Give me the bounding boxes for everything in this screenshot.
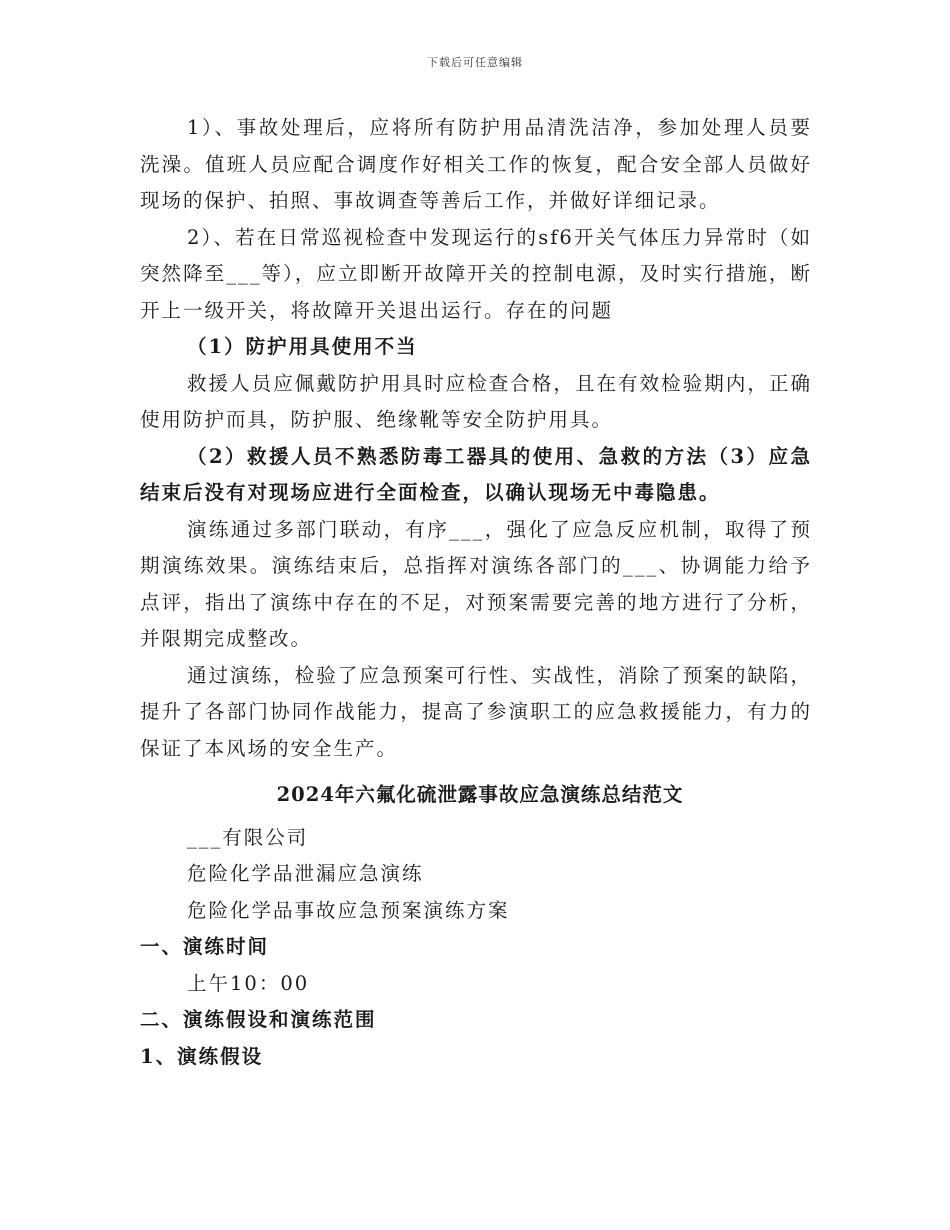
section-heading-scope: 二、演练假设和演练范围 — [140, 1008, 377, 1031]
drill-time-value: 上午10：00 — [187, 971, 310, 995]
document-body — [140, 110, 812, 1075]
paragraph-aftermath: 1）、事故处理后，应将所有防护用品清洗洁净，参加处理人员要洗澡。值班人员应配合调度作好相关工作的恢复，配合安全部人员做好现场的保护、拍照、事故调查等善后工作，并做好详细记录。 — [140, 116, 812, 212]
subsection-heading-assumption: 1、演练假设 — [140, 1044, 264, 1068]
section-heading-time: 一、演练时间 — [140, 935, 270, 958]
page-header-note: 下载后可任意编辑 — [427, 56, 523, 69]
document-title: 2024年六氟化硫泄露事故应急演练总结范文 — [276, 783, 684, 806]
heading-rescue-issues: （2）救援人员不熟悉防毒工器具的使用、急救的方法（3）应急结束后没有对现场应进行全面检查，以确认现场无中毒隐患。 — [140, 444, 812, 504]
drill-name-line: 危险化学品泄漏应急演练 — [187, 862, 424, 885]
paragraph-sf6-pressure: 2）、若在日常巡视检查中发现运行的sf6开关气体压力异常时（如突然降至___等），应立即断开故障开关的控制电源，及时实行措施，断开上一级开关，将故障开关退出运行。存在的问题 — [140, 225, 812, 322]
paragraph-protective-gear: 救援人员应佩戴防护用具时应检查合格，且在有效检验期内，正确使用防护而具，防护服、绝缘靴等安全防护用具。 — [140, 371, 812, 431]
heading-protective-gear: （1）防护用具使用不当 — [187, 335, 418, 358]
paragraph-drill-effect: 演练通过多部门联动，有序___，强化了应急反应机制，取得了预期演练效果。演练结束后，总指挥对演练各部门的___、协调能力给予点评，指出了演练中存在的不足，对预案需要完善的地方进行了分析，并限期完成整改。 — [140, 517, 812, 650]
paragraph-drill-conclusion: 通过演练，检验了应急预案可行性、实战性，消除了预案的缺陷，提升了各部门协同作战能力，提高了参演职工的应急救援能力，有力的保证了本风场的安全生产。 — [140, 663, 812, 760]
company-line: ___有限公司 — [187, 825, 309, 849]
plan-name-line: 危险化学品事故应急预案演练方案 — [187, 898, 510, 922]
